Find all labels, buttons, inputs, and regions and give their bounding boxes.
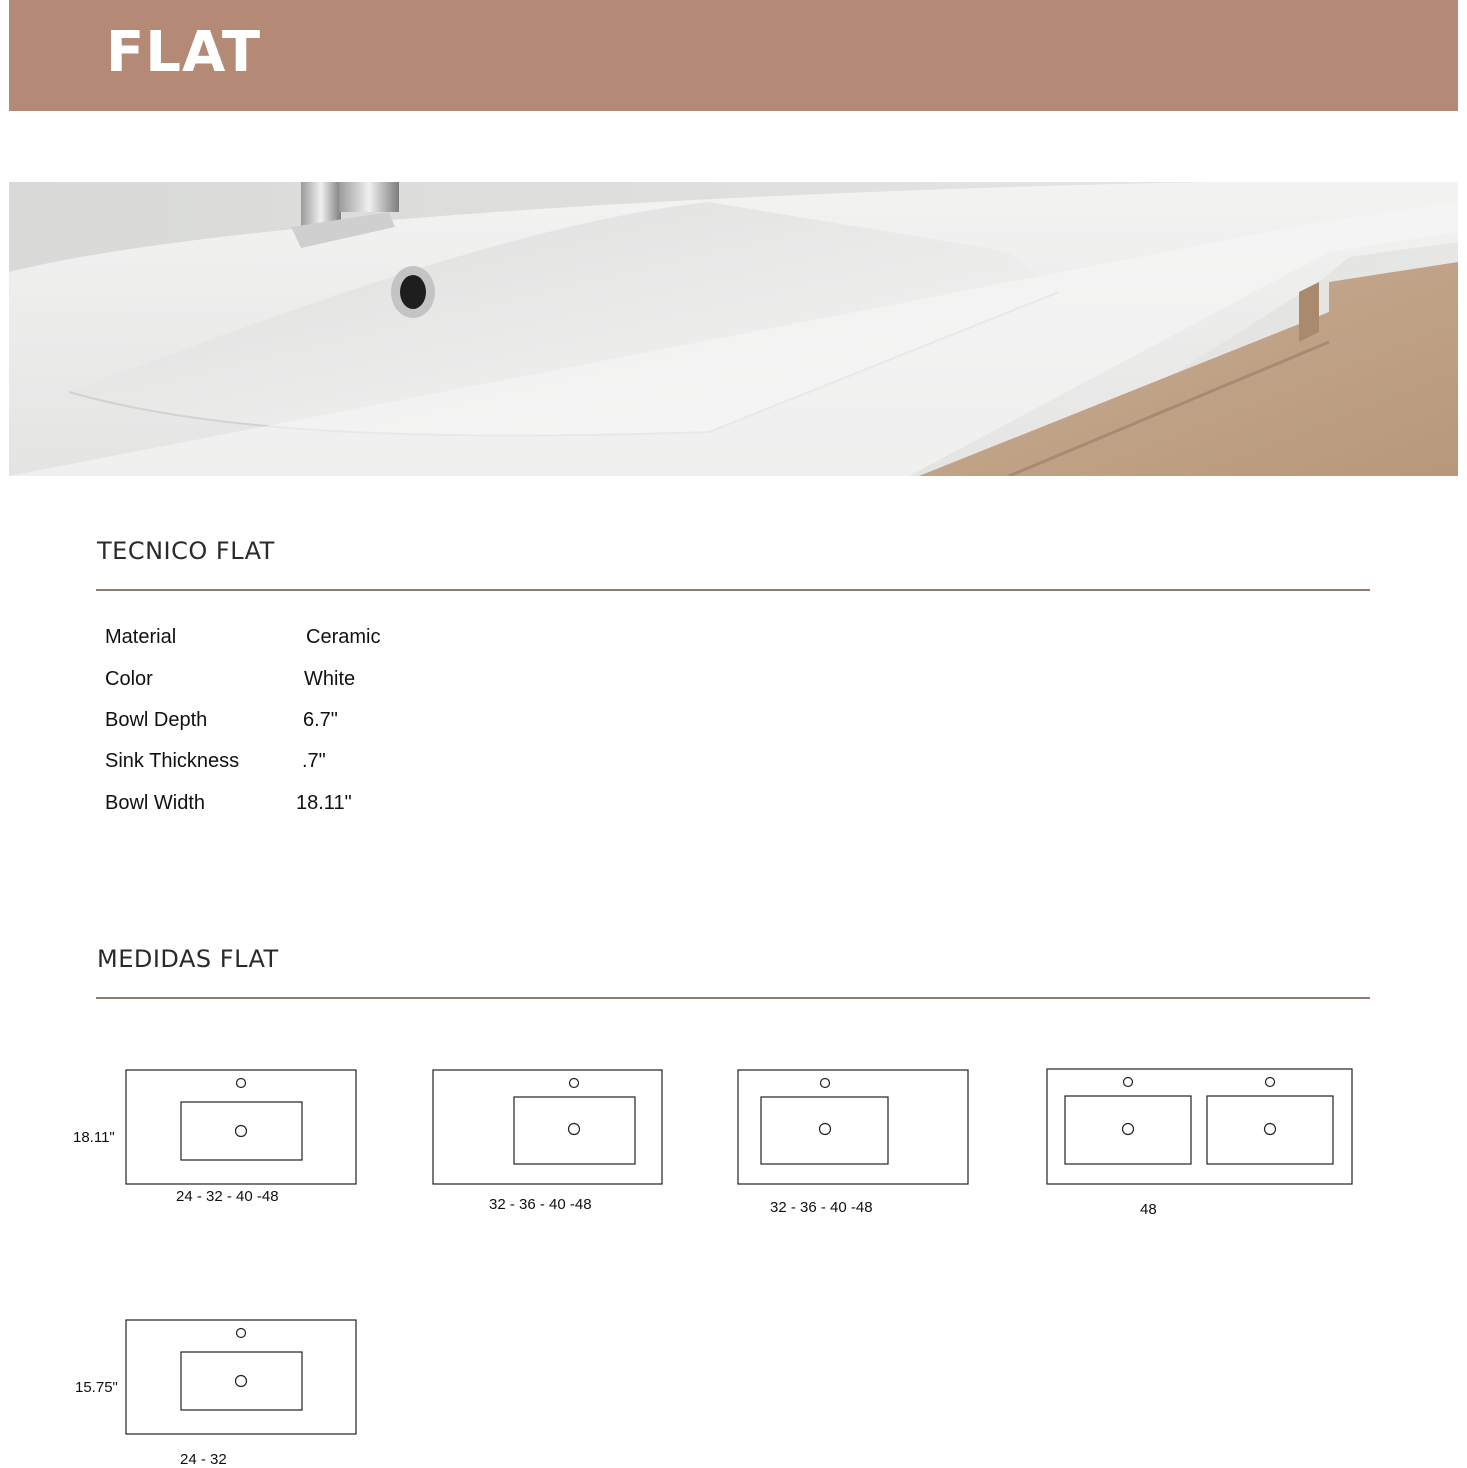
spec-label-sink-thickness: Sink Thickness	[105, 750, 240, 772]
sink-diagram-4-double	[1047, 1069, 1352, 1184]
row-height-label-1: 18.11"	[73, 1129, 115, 1146]
sink-photo-illustration	[9, 182, 1458, 476]
dimension-drawings	[0, 1040, 1467, 1460]
row-height-label-2: 15.75"	[75, 1379, 118, 1396]
width-label-3: 32 - 36 - 40 -48	[770, 1199, 873, 1216]
spec-value-sink-thickness: .7"	[302, 750, 326, 772]
spec-label-bowl-depth: Bowl Depth	[105, 709, 208, 731]
sink-diagram-3	[738, 1070, 968, 1184]
sink-diagram-5	[126, 1320, 356, 1434]
medidas-section-title: MEDIDAS FLAT	[97, 945, 279, 973]
spec-value-bowl-width: 18.11"	[296, 792, 352, 814]
tecnico-divider	[96, 589, 1370, 591]
page-title: FLAT	[106, 20, 262, 85]
sink-diagram-1	[126, 1070, 356, 1184]
width-label-4: 48	[1140, 1201, 1157, 1218]
product-photo	[9, 182, 1458, 476]
tecnico-section-title: TECNICO FLAT	[97, 537, 275, 565]
spec-label-material: Material	[105, 626, 177, 648]
spec-value-material: Ceramic	[306, 626, 381, 648]
width-label-1: 24 - 32 - 40 -48	[176, 1188, 279, 1205]
medidas-divider	[96, 997, 1370, 999]
spec-label-color: Color	[105, 668, 153, 690]
spec-value-color: White	[304, 668, 356, 690]
spec-label-bowl-width: Bowl Width	[105, 792, 206, 814]
spec-value-bowl-depth: 6.7"	[303, 709, 338, 731]
sink-diagram-2	[433, 1070, 662, 1184]
width-label-2: 32 - 36 - 40 -48	[489, 1196, 592, 1213]
width-label-5: 24 - 32	[180, 1451, 227, 1468]
header-band	[9, 0, 1458, 111]
